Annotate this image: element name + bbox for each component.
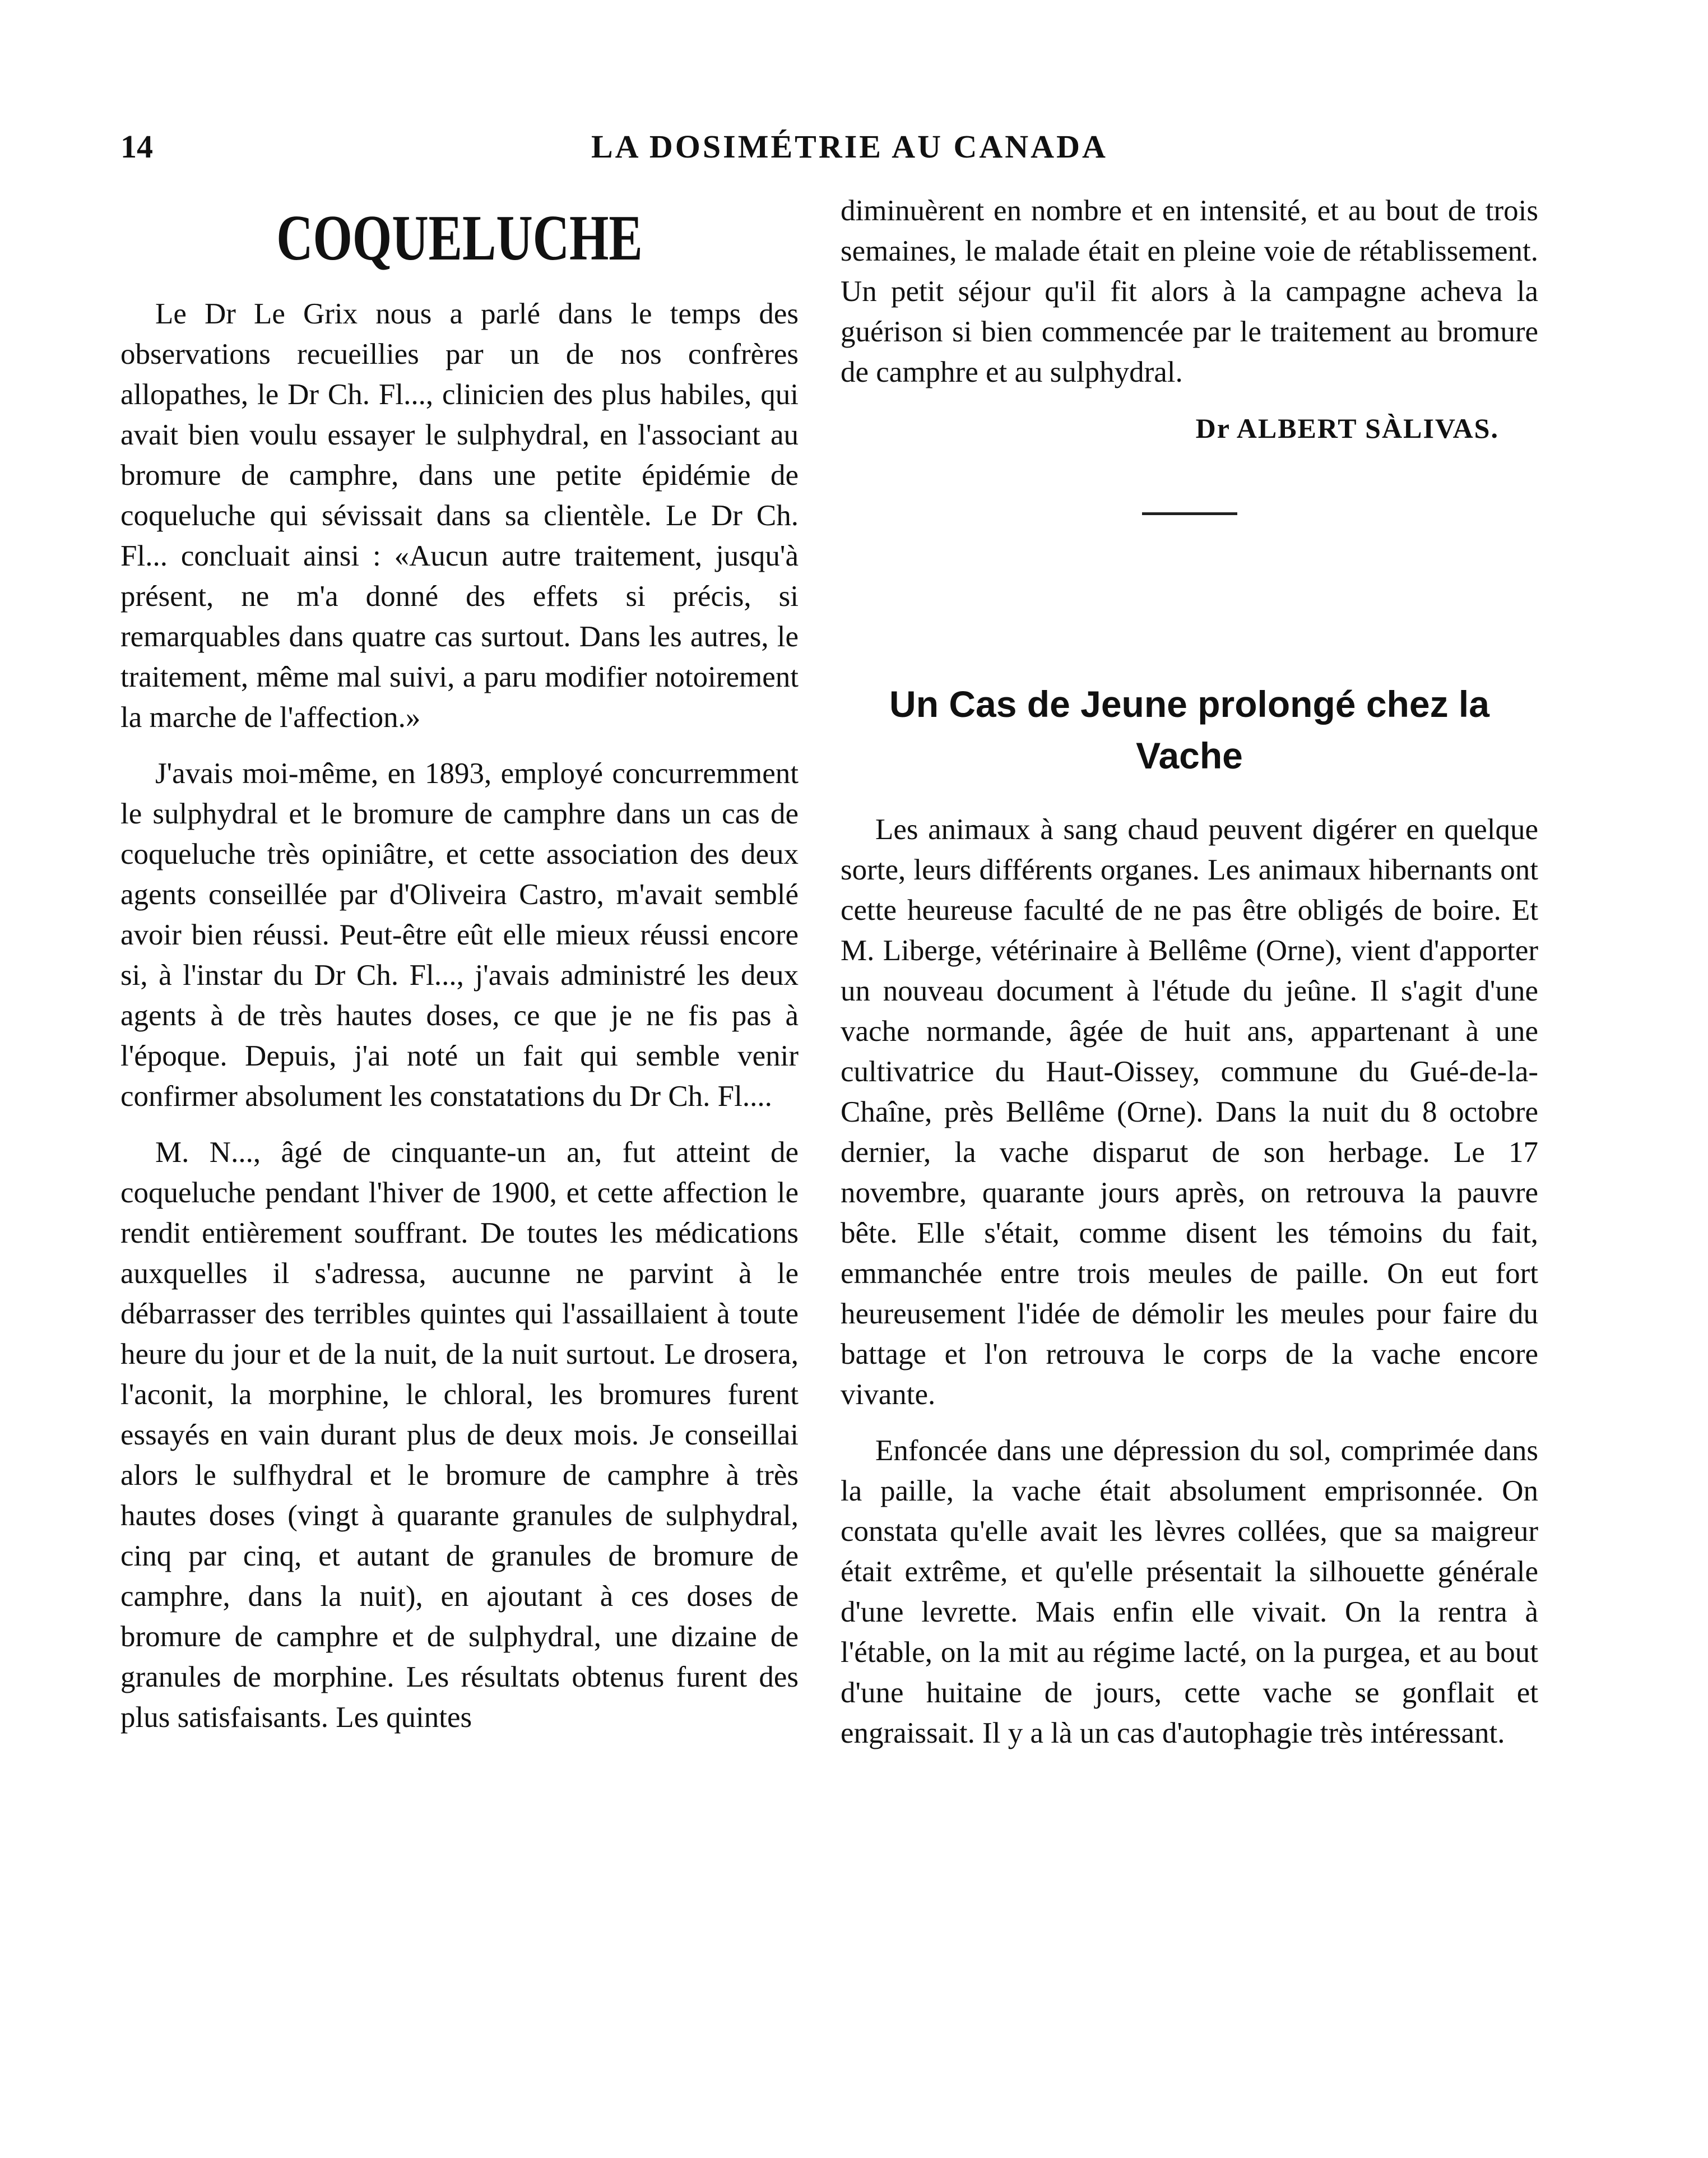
page-number: 14 [120,128,153,165]
right-article [841,678,1538,1769]
left-column [120,191,799,1753]
article-title-jeune: Un Cas de Jeune prolongé chez la Vache [889,683,1489,776]
paragraph-2: J'avais moi-même, en 1893, employé concurremment le sulphydral et le bromure de camphre dans un cas de coqueluche très opiniâtre, et cette association des deux agents conseillée par d'Oliveira Castro, m'avait semblé avoir bien réussi. Peut-être eût elle mieux réussi encore si, à l'instar du Dr Ch. Fl..., j'avais administré les deux agents à de très hautes doses, ce que je ne fis pas à l'époque. Depuis, j'ai noté un fait qui semble venir confirmer absolument les constatations du Dr Ch. Fl.... [120,757,799,1113]
right-column-top [841,191,1538,515]
paragraph-vache-2: Enfoncée dans une dépression du sol, comprimée dans la paille, la vache était absolument emprisonnée. On constata qu'elle avait les lèvres collées, que sa maigreur était extrême, et qu'elle présentait la silhouette générale d'une levrette. Mais enfin elle vivait. On la rentra à l'étable, on la mit au régime lacté, on la purgea, et au bout d'une huitaine de jours, cette vache se gonflait et engraissait. Il y a là un cas d'autophagie très intéressant. [841,1434,1538,1749]
paragraph-vache-1: Les animaux à sang chaud peuvent digérer en quelque sorte, leurs différents organes. Les animaux hibernants ont cette heureuse faculté de ne pas être obligés de boire. Et M. Liberge, vétérinaire à Bellême (Orne), vient d'apporter un nouveau document à l'étude du jeûne. Il s'agit d'une vache normande, âgée de huit ans, appartenant à une cultivatrice du Haut-Oissey, commune du Gué-de-la-Chaîne, près Bellême (Orne). Dans la nuit du 8 octobre dernier, la vache disparut de son herbage. Le 17 novembre, quarante jours après, on retrouva la pauvre bête. Elle s'était, comme disent les témoins du fait, emmanchée entre trois meules de paille. On eut fort heureusement l'idée de démolir les meules pour faire du battage et l'on retrouva le corps de la vache encore vivante. [841,813,1538,1411]
author-signature: Dr ALBERT SÀLIVAS. [1195,413,1499,444]
article-title-coqueluche: COQUELUCHE [276,202,643,274]
paragraph-1: Le Dr Le Grix nous a parlé dans le temps des observations recueillies par un de nos confrères allopathes, le Dr Ch. Fl..., clinicien des plus habiles, qui avait bien voulu essayer le sulphydral, en l'associant au bromure de camphre, dans une petite épidémie de coqueluche qui sévissait dans sa clientèle. Le Dr Ch. Fl... concluait ainsi : «Aucun autre traitement, jusqu'à présent, ne m'a donné des effets si précis, si remarquables dans quatre cas surtout. Dans les autres, le traitement, même mal suivi, a paru modifier notoirement la marche de l'affection.» [120,298,799,734]
paragraph-continuation: diminuèrent en nombre et en intensité, et au bout de trois semaines, le malade était en pleine voie de rétablissement. Un petit séjour qu'il fit alors à la campagne acheva la guérison si bien commencée par le traitement au bromure de camphre et au sulphydral. [841,195,1538,388]
running-head [120,124,1521,169]
section-divider [1142,512,1237,515]
paragraph-3: M. N..., âgé de cinquante-un an, fut atteint de coqueluche pendant l'hiver de 1900, et cette affection le rendit entièrement souffrant. De toutes les médications auxquelles il s'adressa, aucunne ne parvint à le débarrasser des terribles quintes qui l'assaillaient à toute heure du jour et de la nuit, de la nuit surtout. Le drosera, l'aconit, la morphine, le chloral, les bromures furent essayés en vain durant plus de deux mois. Je conseillai alors le sulfhydral et le bromure de camphre à très hautes doses (vingt à quarante granules de sulphydral, cinq par cinq, et autant de granules de bromure de camphre, dans la nuit), en ajoutant à ces doses de bromure de camphre et de sulphydral, une dizaine de granules de morphine. Les résultats obtenus furent des plus satisfaisants. Les quintes [120,1136,799,1734]
journal-title: LA DOSIMÉTRIE AU CANADA [591,128,1108,165]
